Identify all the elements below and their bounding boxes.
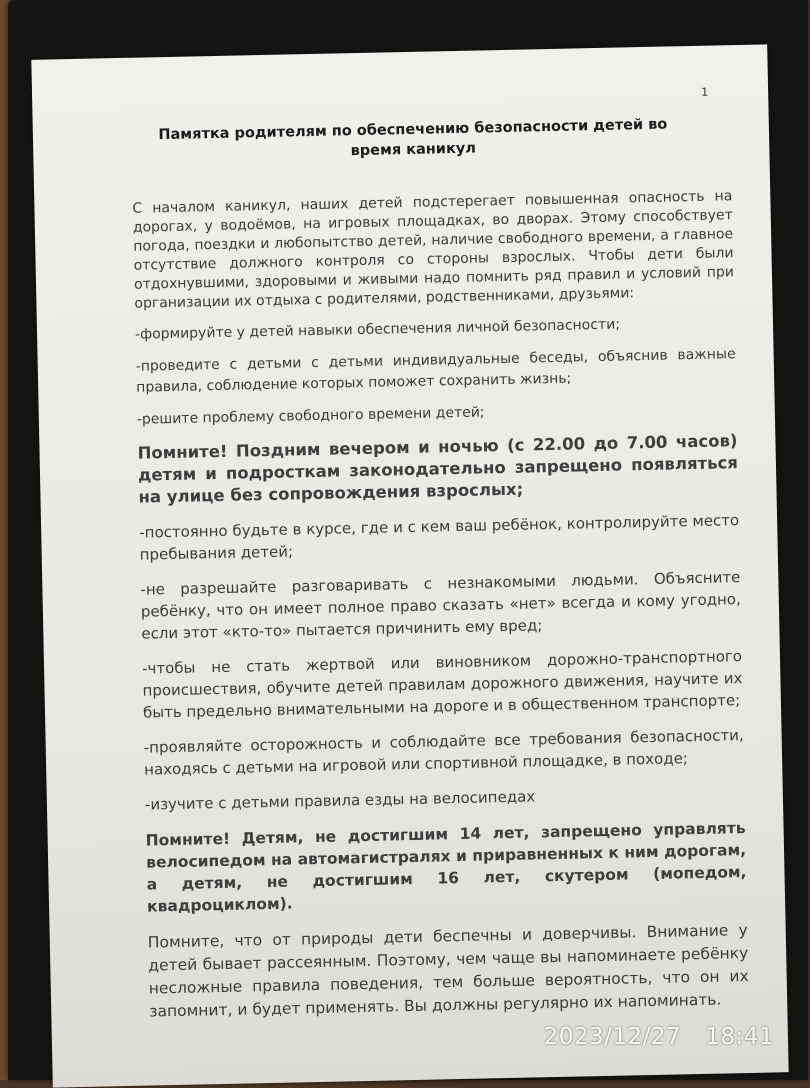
document-body bbox=[132, 187, 749, 1023]
page-number: 1 bbox=[701, 85, 709, 99]
list-item: -чтобы не стать жертвой или виновником дорожно-транспортного происшествия, обучите детей правилам дорожного движения, научите их быть предельно внимательными на дороге и в общественном транспорте; bbox=[141, 647, 743, 722]
final-paragraph: Помните, что от природы дети беспечны и доверчивы. Внимание у детей бывает рассеянным. Поэтому, чем чаще вы напоминаете ребёнку несложные правила поведения, тем больше вероятность, что он их запомнит, и будет применять. Вы должны регулярно их напоминать. bbox=[147, 921, 749, 1021]
document-title: Памятка родителям по обеспечению безопасности детей во время каникул bbox=[158, 116, 668, 160]
list-item: -не разрешайте разговаривать с незнакомыми людьми. Объясните ребёнку, что он имеет полное право сказать «нет» всегда и кому угодно, если этот «кто-то» пытается причинить ему вред; bbox=[140, 568, 741, 643]
photo-timestamp bbox=[544, 1024, 774, 1050]
list-item: -проведите с детьми с детьми индивидуальные беседы, объяснив важные правила, соблюдение которых поможет сохранить жизнь; bbox=[135, 346, 736, 396]
warning-curfew: Помните! Поздним вечером и ночью (с 22.00 до 7.00 часов) детям и подросткам законодательно запрещено появляться на улице без сопровождения взрослых; bbox=[137, 431, 739, 507]
list-item: -формируйте у детей навыки обеспечения личной безопасности; bbox=[134, 316, 621, 343]
document-sheet bbox=[31, 44, 788, 1087]
intro-paragraph: С началом каникул, наших детей подстерегает повышенная опасность на дорогах, у водоёмов, на игровых площадках, во дворах. Этому способствует погода, поездки и любопытство детей, наличие свободного времени, а главное отсутствие должного контроля со стороны взрослых. Чтобы дети были отдохнувшими, здоровыми и живыми надо помнить ряд правил и условий при организации их отдыха с родителями, родственниками, друзьями: bbox=[132, 188, 735, 312]
list-item: -изучите с детьми правила езды на велосипедах bbox=[144, 787, 536, 814]
warning-bicycle: Помните! Детям, не достигшим 14 лет, запрещено управлять велосипедом на автомагистралях и приравненных к ним дорогам, а детям, не достигшим 16 лет, скутером (мопедом, квадроциклом). bbox=[145, 819, 747, 916]
timestamp-time: 18:41 bbox=[705, 1024, 774, 1050]
list-item: -решите проблему свободного времени детей; bbox=[136, 404, 485, 428]
timestamp-date: 2023/12/27 bbox=[543, 1024, 682, 1050]
list-item: -проявляйте осторожность и соблюдайте все требования безопасности, находясь с детьми на игровой или спортивной площадке, в походе; bbox=[143, 726, 744, 779]
list-item: -постоянно будьте в курсе, где и с кем ваш ребёнок, контролируйте место пребывания детей; bbox=[139, 511, 740, 564]
